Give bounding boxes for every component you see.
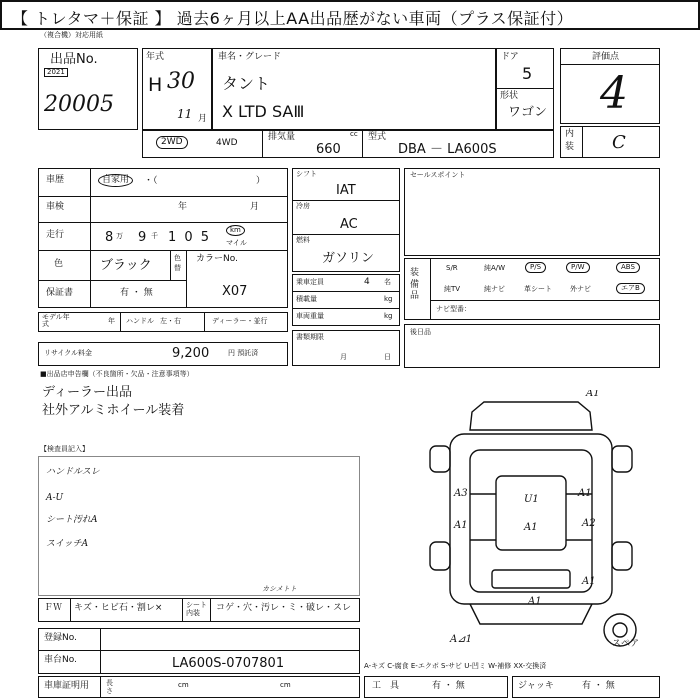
recycle-unit: 円 預託済 <box>228 349 259 357</box>
inspector-header: 【検査員記入】 <box>40 445 89 453</box>
equip-ext-navi: 外ナビ <box>570 285 591 293</box>
shaken-year-unit: 年 <box>178 202 188 212</box>
sales-label: セールスポイント <box>410 171 466 179</box>
equip-sr: S/R <box>446 264 458 272</box>
mark-a1-br: A1 <box>582 576 596 587</box>
lot-badge: 2021 <box>44 68 68 77</box>
reg-label: 登録No. <box>44 633 77 643</box>
history-close: ） <box>256 176 266 186</box>
mileage-man-unit: 万 <box>116 232 123 240</box>
color-value: ブラック <box>100 258 152 273</box>
color-no-label: カラーNo. <box>196 254 238 264</box>
inspector-line1: ハンドルスレ <box>46 467 100 477</box>
doors-value: 5 <box>522 64 533 83</box>
mark-a1-b: A1 <box>528 596 542 607</box>
cm-unit-1: cm <box>178 681 189 689</box>
seat-label: シート内装 <box>186 601 207 618</box>
month-unit: 月 <box>198 114 208 124</box>
recycle-value: 9,200 <box>172 346 210 361</box>
model-label: 型式 <box>368 132 387 142</box>
year-label: 年式 <box>146 52 165 62</box>
history-dot: ・（ <box>144 176 158 186</box>
body-label: 形状 <box>500 91 519 101</box>
mark-bottom: A⊿1 <box>450 634 472 645</box>
month: 11 <box>177 107 193 121</box>
inspector-line4: スイッチA <box>46 539 89 549</box>
capacity-label: 乗車定員 <box>296 278 324 286</box>
later-label: 後日品 <box>410 328 431 336</box>
equip-label: 装備品 <box>410 268 420 302</box>
mileage-km: km <box>226 225 245 236</box>
shaken-label: 車検 <box>46 202 65 212</box>
handle-value: 左・右 <box>160 317 181 325</box>
jack-value: 有 ・ 無 <box>582 681 615 691</box>
displacement-label: 排気量 <box>268 132 296 142</box>
jack-label: ジャッキ <box>518 681 554 691</box>
chassis-value: LA600S-0707801 <box>172 656 285 671</box>
cc-unit: cc <box>350 130 358 138</box>
model-year-unit: 年 <box>108 317 115 325</box>
banner: 【 トレタマ＋保証 】 過去6ヶ月以上AA出品歴がない車両（プラス保証付） <box>0 0 700 30</box>
model-value: DBA － LA600S <box>398 142 497 157</box>
fw-label: ＦＷ <box>44 603 63 613</box>
weight-unit: kg <box>384 312 393 320</box>
history-box <box>38 168 288 308</box>
docs-label: 書類期限 <box>296 333 324 341</box>
fuel-label: 燃料 <box>296 236 310 244</box>
color-change: 色替 <box>174 254 181 272</box>
inspector-line3: シート汚れA <box>46 515 98 525</box>
history-label: 車歴 <box>46 175 65 185</box>
fuel-value: ガソリン <box>322 251 375 266</box>
interior-value: C <box>612 132 626 153</box>
tools-value: 有 ・ 無 <box>432 681 465 691</box>
notes-line2: 社外アルミホイール装着 <box>42 403 185 418</box>
shift-value: IAT <box>336 183 356 198</box>
score-value: 4 <box>600 68 628 119</box>
mileage-man: 8 <box>105 230 114 245</box>
cm-unit-2: cm <box>280 681 291 689</box>
history-private: 自家用 <box>98 174 133 187</box>
fw-items: キズ・ヒビ石・割レ× <box>74 603 163 613</box>
dealer-label: ディーラー・並行 <box>212 317 268 325</box>
load-label: 積載量 <box>296 295 317 303</box>
weight-label: 車両重量 <box>296 312 324 320</box>
mileage-sen-unit: 千 <box>151 232 158 240</box>
car-name: タント <box>222 74 271 93</box>
mark-a1-top: A1 <box>586 390 600 399</box>
sheet-subtitle: （複合機）対応用紙 <box>40 31 103 39</box>
spare-label: スペア <box>612 639 640 649</box>
equip-abs: ABS <box>616 262 640 273</box>
diagram-top-mark: カシメトト <box>262 585 297 593</box>
shift-label: シフト <box>296 170 317 178</box>
warranty-value: 有 ・ 無 <box>120 288 153 298</box>
equip-airbag: エアB <box>616 283 645 294</box>
drive-4wd: 4WD <box>216 138 238 148</box>
notes-header: ■出品店申告欄（不良箇所・欠品・注意事項等） <box>40 370 194 378</box>
recycle-label: リサイクル料金 <box>44 349 93 357</box>
mark-a2: A2 <box>582 518 596 529</box>
aircon-label: 冷房 <box>296 202 310 210</box>
docs-day: 日 <box>384 353 391 361</box>
capacity-unit: 名 <box>384 278 391 286</box>
drive-2wd: 2WD <box>156 136 188 149</box>
mark-a1-r: A1 <box>578 488 592 499</box>
car-damage-diagram <box>410 390 650 650</box>
equip-navi: 純ナビ <box>484 285 505 293</box>
inspector-line2: A-U <box>46 493 64 503</box>
era: H <box>148 74 163 96</box>
inspector-box <box>38 456 360 596</box>
sales-box <box>404 168 660 256</box>
mileage-label: 走行 <box>46 230 65 240</box>
cert-label: 車庫証明用 <box>44 681 90 691</box>
docs-month: 月 <box>340 353 347 361</box>
mileage-rest: 1 0 5 <box>168 230 212 245</box>
warranty-label: 保証書 <box>46 288 74 298</box>
mileage-sen: 9 <box>138 230 147 245</box>
later-box <box>404 324 660 368</box>
shaken-month-unit: 月 <box>250 202 260 212</box>
interior-box <box>560 126 660 158</box>
equip-tv: 純TV <box>444 285 461 293</box>
equip-alloy: 純A/W <box>484 264 506 272</box>
model-year-label: モデル年式 <box>42 313 70 328</box>
legend: A-キズ C-腐食 E-エクボ S-サビ U-凹ミ W-補修 XX-交換済 <box>364 662 547 670</box>
load-unit: kg <box>384 295 393 303</box>
mileage-mile: マイル <box>226 239 247 247</box>
tools-label: 工 具 <box>372 681 400 691</box>
mark-a3: A3 <box>454 488 468 499</box>
roof-front-outline <box>470 402 592 430</box>
lot-number: 20005 <box>44 92 114 117</box>
mark-u1: U1 <box>524 494 539 505</box>
lot-label: 出品No. <box>50 52 98 67</box>
interior-label: 内装 <box>565 129 575 152</box>
score-label: 評価点 <box>592 52 620 62</box>
doors-label: ドア <box>501 52 519 62</box>
mark-a1-c: A1 <box>524 522 538 533</box>
year: 30 <box>167 69 195 94</box>
color-label: 色 <box>54 259 64 269</box>
body-value: ワゴン <box>508 105 548 120</box>
equip-ps: P/S <box>525 262 546 273</box>
notes-line1: ディーラー出品 <box>42 385 132 400</box>
equip-leather: 革シート <box>524 285 552 293</box>
long-label: 長さ <box>106 679 113 695</box>
displacement-value: 660 <box>316 142 341 157</box>
name-label: 車名・グレード <box>218 52 282 62</box>
navi-label: ナビ型番： <box>436 305 471 313</box>
capacity-value: 4 <box>364 277 370 287</box>
handle-label: ハンドル <box>126 317 154 325</box>
color-no-value: X07 <box>222 284 248 299</box>
equip-pw: P/W <box>566 262 590 273</box>
mark-a1-l: A1 <box>454 520 468 531</box>
chassis-label: 車台No. <box>44 655 77 665</box>
aircon-value: AC <box>340 217 358 232</box>
seat-items: コゲ・穴・汚レ・ミ・破レ・スレ <box>216 603 352 613</box>
car-grade: X LTD SAⅢ <box>222 102 305 121</box>
